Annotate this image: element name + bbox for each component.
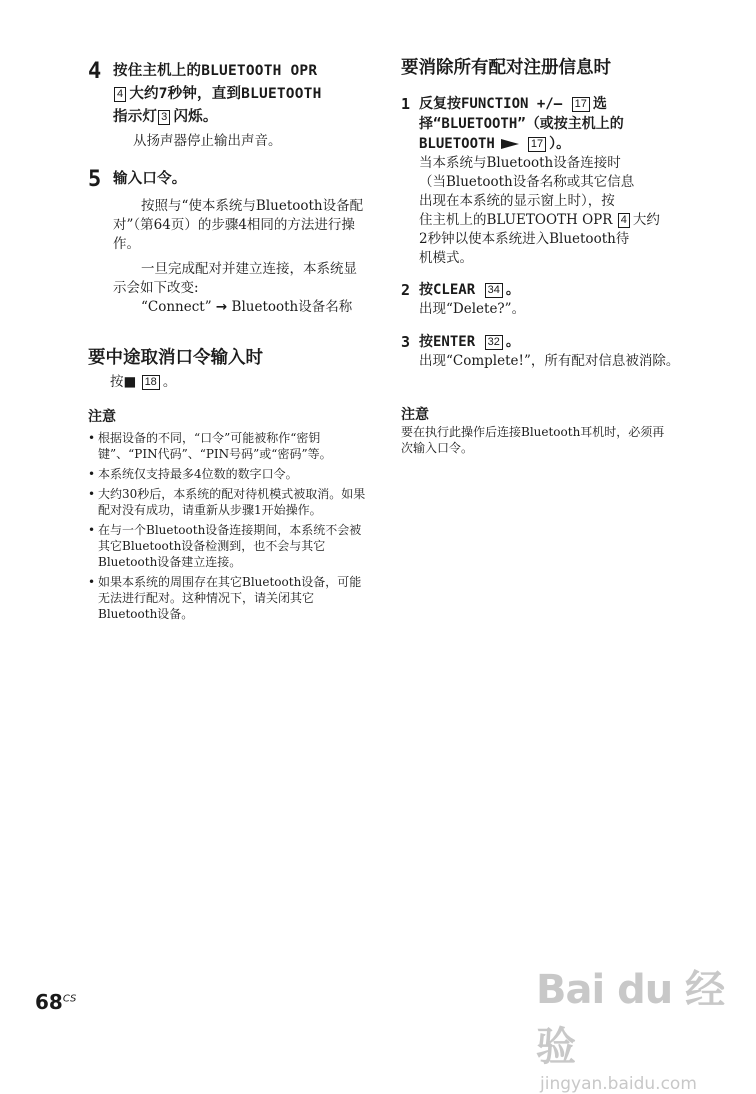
text: 。 xyxy=(505,334,520,350)
step-body-line: 2秒钟以使本系统进入Bluetooth待 xyxy=(419,231,630,247)
text: 大约7秒钟，直到BLUETOOTH xyxy=(129,86,322,102)
step-heading-line xyxy=(113,106,370,129)
step-heading-line xyxy=(113,83,370,106)
bullet-icon: • xyxy=(88,575,96,589)
step-body: 出现“Delete?”。 xyxy=(419,301,526,317)
button-ref-box: 17 xyxy=(572,97,590,112)
step-4 xyxy=(88,60,370,151)
baidu-logo-icon: Bai du 经验 xyxy=(536,967,725,1070)
step-body-line: 当本系统与Bluetooth设备连接时 xyxy=(419,155,621,171)
step-1 xyxy=(401,94,691,268)
step-body-line: 机模式。 xyxy=(419,250,473,266)
button-ref-box: 4 xyxy=(114,87,126,102)
page-number xyxy=(35,990,76,1014)
step-number: 2 xyxy=(401,281,411,299)
bullet-icon: • xyxy=(88,467,96,481)
text: 大约 xyxy=(632,212,660,228)
button-ref-box: 4 xyxy=(618,213,630,228)
step-heading-line xyxy=(419,134,691,154)
bullet-icon: • xyxy=(88,431,96,445)
step-heading-line: 按住主机上的BLUETOOTH OPR xyxy=(113,63,318,79)
note-item xyxy=(88,522,370,570)
step-paragraph: 一旦完成配对并建立连接，本系统显示会如下改变: xyxy=(113,261,357,296)
step-body-line: （当Bluetooth设备名称或其它信息 xyxy=(419,174,635,190)
text: 指示灯 xyxy=(113,109,158,125)
step-heading xyxy=(419,280,691,300)
play-icon xyxy=(501,139,519,149)
text: BLUETOOTH xyxy=(419,136,495,152)
step-heading xyxy=(419,332,681,352)
text: 住主机上的BLUETOOTH OPR xyxy=(419,212,617,228)
note-item xyxy=(88,574,370,622)
step-body: 从扬声器停止输出声音。 xyxy=(133,133,282,149)
text: “Connect” xyxy=(141,299,212,315)
text: 选 xyxy=(592,96,607,112)
text: 反复按FUNCTION +/– xyxy=(419,96,571,112)
notes-title: 注意 xyxy=(401,407,429,423)
bullet-icon: • xyxy=(88,487,96,501)
note-item xyxy=(88,466,370,482)
notes-body: 要在执行此操作后连接Bluetooth耳机时，必须再次输入口令。 xyxy=(401,425,665,455)
step-paragraph: 按照与“使本系统与Bluetooth设备配对”（第64页）的步骤4相同的方法进行操作。 xyxy=(113,198,364,252)
text: 大约30秒后，本系统的配对待机模式被取消。如果配对没有成功，请重新从步骤1开始操作。 xyxy=(98,487,366,517)
text: 68 xyxy=(35,990,63,1014)
step-number: 1 xyxy=(401,95,411,113)
notes-list xyxy=(88,430,370,626)
watermark-url: jingyan.baidu.com xyxy=(540,1074,697,1094)
text: ）。 xyxy=(549,136,571,152)
text: 。 xyxy=(162,374,177,390)
step-body-line xyxy=(419,211,691,230)
step-number: 3 xyxy=(401,333,411,351)
text: 闪烁。 xyxy=(173,109,218,125)
step-heading: 输入口令。 xyxy=(113,171,187,187)
button-ref-box: 18 xyxy=(142,375,160,390)
button-ref-box: 17 xyxy=(528,137,546,152)
note-item xyxy=(88,430,370,462)
section-body xyxy=(110,373,176,392)
step-2 xyxy=(401,280,691,319)
notes-title: 注意 xyxy=(88,409,116,425)
section-title: 要中途取消口令输入时 xyxy=(88,348,263,368)
step-body: 出现“Complete!”，所有配对信息被消除。 xyxy=(419,353,680,369)
text: 根据设备的不同，“口令”可能被称作“密钥键”、“PIN代码”、“PIN号码”或“密码”等。 xyxy=(98,431,332,461)
step-heading-line xyxy=(419,94,691,114)
text: 按ENTER xyxy=(419,334,484,350)
button-ref-box: 32 xyxy=(485,335,503,350)
text: CS xyxy=(62,993,77,1005)
button-ref-box: 3 xyxy=(158,110,170,125)
text: Bluetooth设备名称 xyxy=(231,299,353,315)
step-body-line: 出现在本系统的显示窗上时），按 xyxy=(419,193,615,209)
text: 。 xyxy=(505,282,520,298)
note-item xyxy=(88,486,370,518)
step-5 xyxy=(88,168,370,317)
text: 按CLEAR xyxy=(419,282,484,298)
step-paragraph xyxy=(113,298,370,317)
step-number: 5 xyxy=(88,167,102,192)
text: 如果本系统的周围存在其它Bluetooth设备，可能无法进行配对。这种情况下，请关闭其它Bluetooth设备。 xyxy=(98,575,362,621)
step-3 xyxy=(401,332,691,371)
step-number: 4 xyxy=(88,59,102,84)
arrow-right-icon: → xyxy=(215,299,228,315)
baidu-watermark xyxy=(536,958,726,1094)
button-ref-box: 34 xyxy=(485,283,503,298)
bullet-icon: • xyxy=(88,523,96,537)
text: 按 xyxy=(110,374,124,390)
section-title: 要消除所有配对注册信息时 xyxy=(401,58,611,78)
text: 在与一个Bluetooth设备连接期间，本系统不会被其它Bluetooth设备检测到，也不会与其它Bluetooth设备建立连接。 xyxy=(98,523,362,569)
text: 本系统仅支持最多4位数的数字口令。 xyxy=(98,467,298,481)
stop-icon: ■ xyxy=(123,374,137,390)
step-heading-line: 择“BLUETOOTH”（或按主机上的 xyxy=(419,116,624,132)
